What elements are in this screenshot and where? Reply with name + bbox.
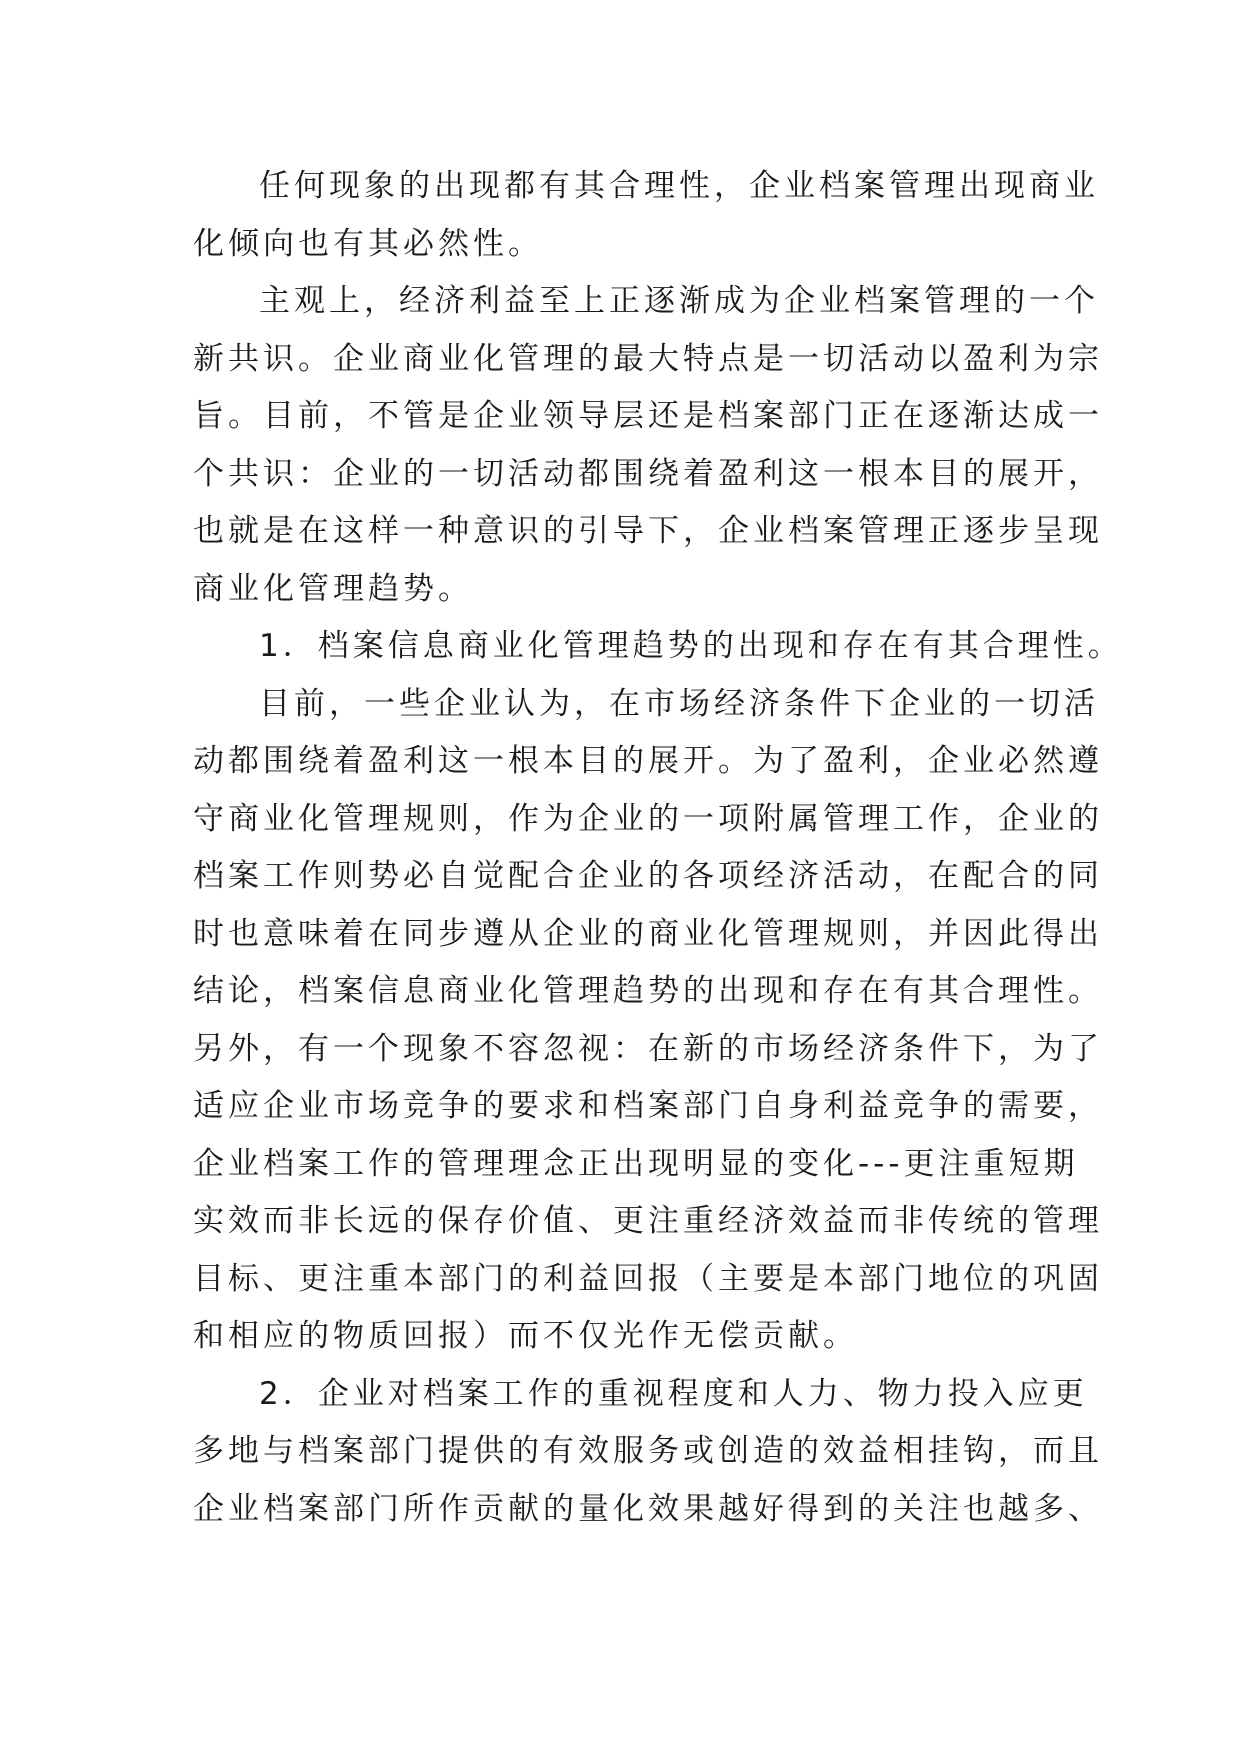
text-line: 目前，一些企业认为，在市场经济条件下企业的一切活 [259,685,1099,722]
text-line: 企业档案工作的管理理念正出现明显的变化---更注重短期 [193,1145,1079,1182]
text-line: 实效而非长远的保存价值、更注重经济效益而非传统的管理 [193,1203,1103,1239]
document-body [193,158,1123,1538]
section-heading-1: 1．档案信息商业化管理趋势的出现和存在有其合理性。 [259,628,1123,664]
text-line: 商业化管理趋势。 [193,570,473,607]
paragraph-1 [193,158,1099,273]
text-line: 新共识。企业商业化管理的最大特点是一切活动以盈利为宗 [193,340,1103,377]
text-line: 和相应的物质回报）而不仅光作无偿贡献。 [193,1318,858,1354]
text-line: 动都围绕着盈利这一根本目的展开。为了盈利，企业必然遵 [193,743,1103,779]
paragraph-5 [193,1366,1103,1539]
text-line: 多地与档案部门提供的有效服务或创造的效益相挂钩，而且 [193,1433,1103,1469]
text-line: 旨。目前，不管是企业领导层还是档案部门正在逐渐达成一 [193,398,1103,434]
text-line: 适应企业市场竞争的要求和档案部门自身利益竞争的需要， [193,1088,1103,1124]
text-line: 企业档案部门所作贡献的量化效果越好得到的关注也越多、 [193,1490,1103,1527]
text-line: 时也意味着在同步遵从企业的商业化管理规则，并因此得出 [193,915,1103,952]
text-line: 也就是在这样一种意识的引导下，企业档案管理正逐步呈现 [193,513,1103,549]
text-line: 主观上，经济利益至上正逐渐成为企业档案管理的一个 [259,283,1099,319]
text-line: 守商业化管理规则，作为企业的一项附属管理工作，企业的 [193,800,1103,837]
paragraph-4 [193,676,1103,1366]
paragraph-2 [193,273,1103,618]
section-heading-2: 2．企业对档案工作的重视程度和人力、物力投入应更 [259,1375,1088,1412]
paragraph-3-heading [193,618,1123,676]
text-line: 化倾向也有其必然性。 [193,225,543,262]
text-line: 档案工作则势必自觉配合企业的各项经济活动，在配合的同 [193,858,1103,894]
text-line: 个共识：企业的一切活动都围绕着盈利这一根本目的展开， [193,455,1103,492]
text-line: 目标、更注重本部门的利益回报（主要是本部门地位的巩固 [193,1260,1103,1297]
text-line: 另外，有一个现象不容忽视：在新的市场经济条件下，为了 [193,1030,1103,1067]
text-line: 任何现象的出现都有其合理性，企业档案管理出现商业 [259,168,1099,204]
text-line: 结论，档案信息商业化管理趋势的出现和存在有其合理性。 [193,973,1103,1009]
